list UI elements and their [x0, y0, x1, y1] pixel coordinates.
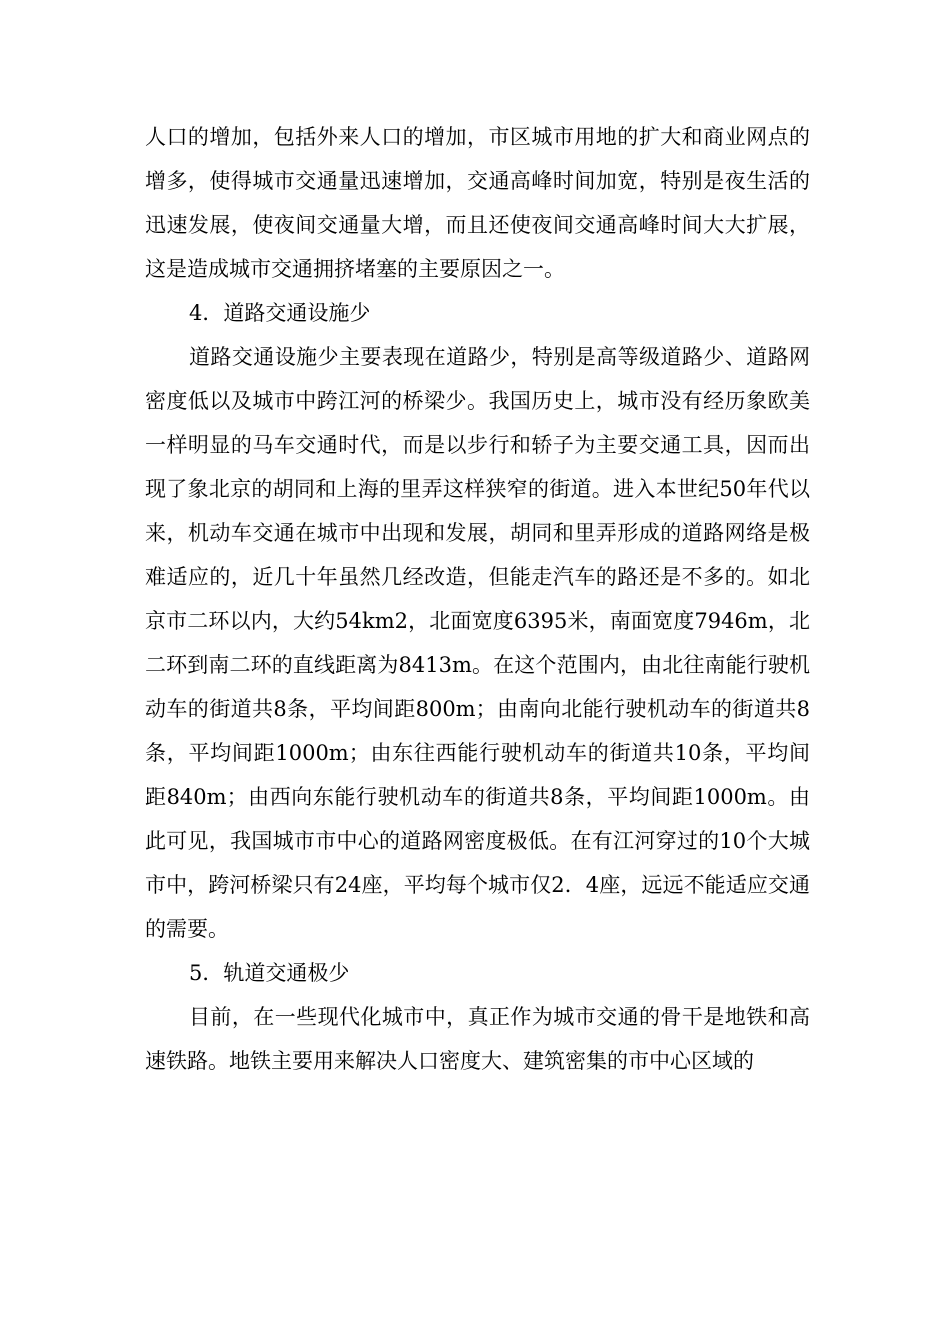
paragraph-2: 道路交通设施少主要表现在道路少，特别是高等级道路少、道路网密度低以及城市中跨江河的桥梁少。我国历史上，城市没有经历象欧美一样明显的马车交通时代，而是以步行和轿子为主要交通工具，因而出现了象北京的胡同和上海的里弄这样狭窄的街道。进入本世纪50年代以来，机动车交通在城市中出现和发展，胡同和里弄形成的道路网络是极难适应的，近几十年虽然几经改造，但能走汽车的路还是不多的。如北京市二环以内，大约54km2，北面宽度6395米，南面宽度7946m，北二环到南二环的直线距离为8413m。在这个范围内，由北往南能行驶机动车的街道共8条，平均间距800m；由南向北能行驶机动车的街道共8条，平均间距1000m；由东往西能行驶机动车的街道共10条，平均间距840m；由西向东能行驶机动车的街道共8条，平均间距1000m。由此可见，我国城市市中心的道路网密度极低。在有江河穿过的10个大城市中，跨河桥梁只有24座，平均每个城市仅2．4座，远远不能适应交通的需要。 — [145, 345, 810, 941]
paragraph-3: 目前，在一些现代化城市中，真正作为城市交通的骨干是地铁和高速铁路。地铁主要用来解决人口密度大、建筑密集的市中心区域的 — [145, 1005, 810, 1073]
section-heading-5: 5．轨道交通极少 — [189, 961, 350, 985]
section-heading-4: 4．道路交通设施少 — [189, 301, 371, 325]
document-body — [145, 115, 810, 1083]
paragraph-1: 人口的增加，包括外来人口的增加，市区城市用地的扩大和商业网点的增多，使得城市交通量迅速增加，交通高峰时间加宽，特别是夜生活的迅速发展，使夜间交通量大增，而且还使夜间交通高峰时间大大扩展，这是造成城市交通拥挤堵塞的主要原因之一。 — [145, 125, 810, 281]
